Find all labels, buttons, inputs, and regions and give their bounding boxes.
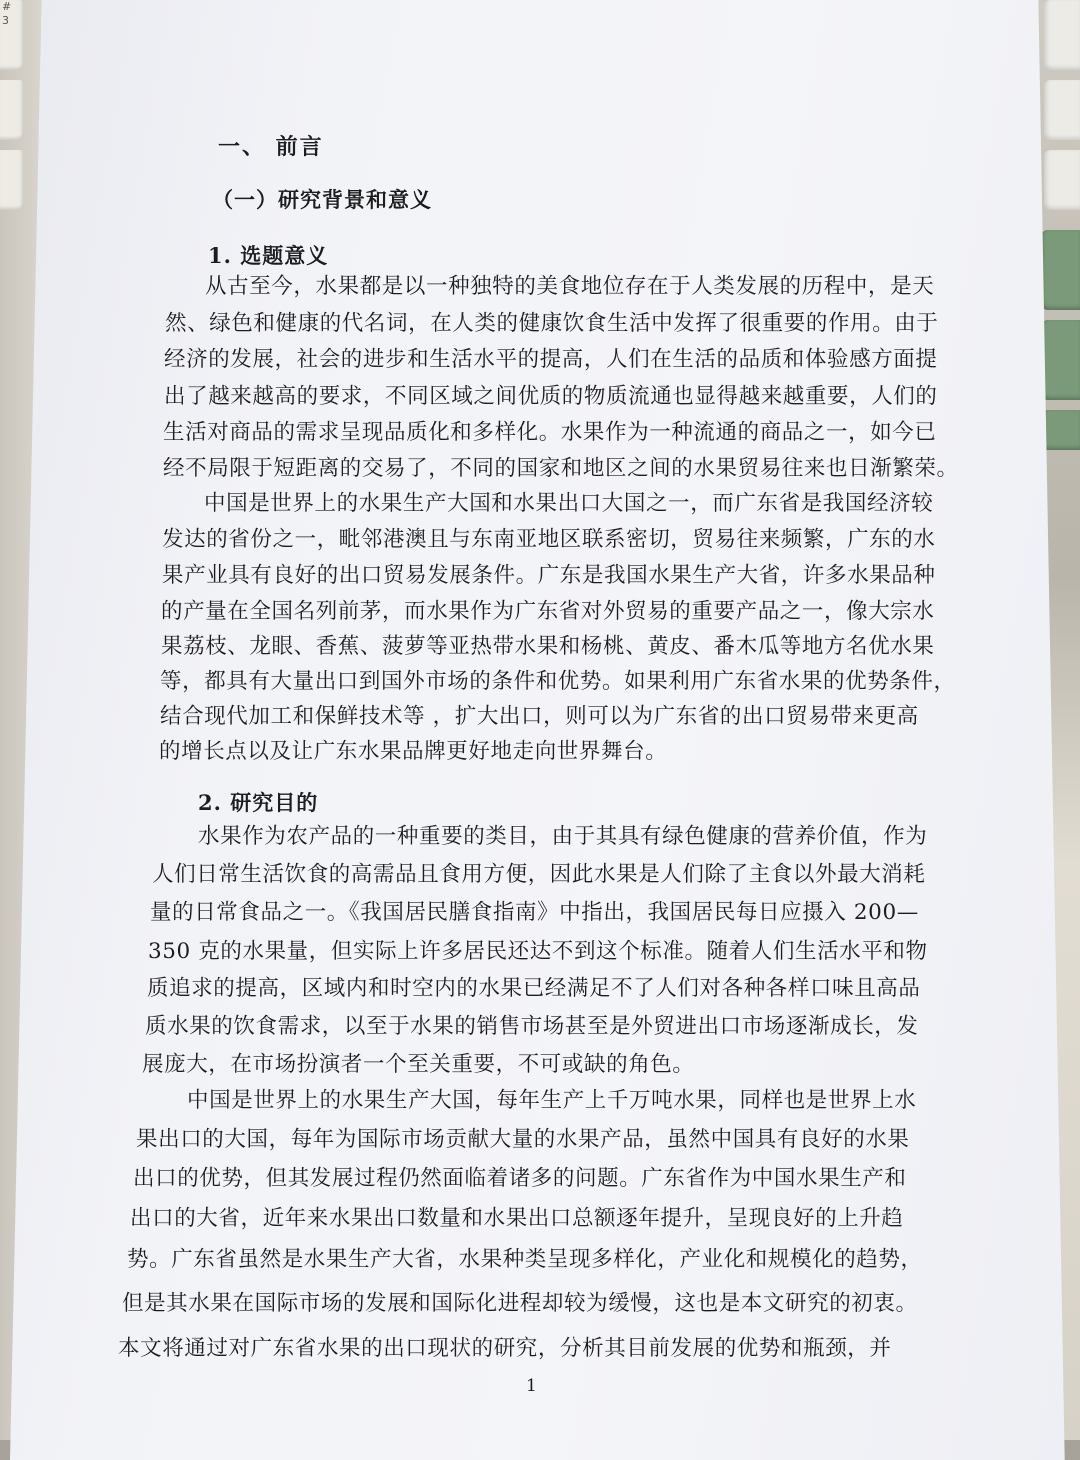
paragraph-line: 中国是世界上的水果生产大国，每年生产上千万吨水果，同样也是世界上水 — [187, 1088, 917, 1113]
paragraph-line: 从古至今，水果都是以一种独特的美食地位存在于人类发展的历程中，是天 — [205, 274, 935, 299]
paragraph-line: 势。广东省虽然是水果生产大省，水果种类呈现多样化，产业化和规模化的趋势， — [127, 1247, 923, 1272]
paragraph-line: 生活对商品的需求呈现品质化和多样化。水果作为一种流通的商品之一，如今已 — [163, 420, 937, 445]
heading-2: （一）研究背景和意义 — [212, 187, 432, 212]
paragraph-line: 质水果的饮食需求，以至于水果的销售市场甚至是外贸进出口市场逐渐成长，发 — [145, 1014, 919, 1039]
paragraph-line: 出口的大省，近年来水果出口数量和水果出口总额逐年提升，呈现良好的上升趋 — [130, 1206, 904, 1231]
paragraph-line: 的产量在全国名列前茅，而水果作为广东省对外贸易的重要产品之一，像大宗水 — [161, 599, 935, 624]
paragraph-line: 果出口的大国，每年为国际市场贡献大量的水果产品，虽然中国具有良好的水果 — [136, 1127, 910, 1152]
paragraph-line: 的增长点以及让广东水果品牌更好地走向世界舞台。 — [159, 739, 668, 764]
paragraph-line: 本文将通过对广东省水果的出口现状的研究，分析其目前发展的优势和瓶颈，并 — [118, 1336, 892, 1361]
page-number: 1 — [526, 1376, 537, 1396]
paragraph-line: 发达的省份之一，毗邻港澳且与东南亚地区联系密切，贸易往来频繁，广东的水 — [162, 527, 936, 552]
keyboard-key-label: # — [2, 0, 12, 13]
paragraph-line: 经不局限于短距离的交易了，不同的国家和地区之间的水果贸易往来也日渐繁荣。 — [163, 456, 959, 481]
paragraph-line: 结合现代加工和保鲜技术等 ，扩大出口，则可以为广东省的出口贸易带来更高 — [160, 704, 919, 729]
paragraph-line: 量的日常食品之一。《我国居民膳食指南》中指出，我国居民每日应摄入 200— — [150, 900, 919, 925]
paragraph-line: 果荔枝、龙眼、香蕉、菠萝等亚热带水果和杨桃、黄皮、番木瓜等地方名优水果 — [161, 634, 935, 659]
paragraph-line: 然、绿色和健康的代名词，在人类的健康饮食生活中发挥了很重要的作用。由于 — [165, 311, 939, 336]
paragraph-line: 等，都具有大量出口到国外市场的条件和优势。如果利用广东省水果的优势条件， — [160, 669, 956, 694]
paragraph-line: 但是其水果在国际市场的发展和国际化进程却较为缓慢，这也是本文研究的初衷。 — [122, 1291, 918, 1316]
paragraph-line: 经济的发展，社会的进步和生活水平的提高，人们在生活的品质和体验感方面提 — [164, 347, 938, 372]
paragraph-line: 出口的优势，但其发展过程仍然面临着诸多的问题。广东省作为中国水果生产和 — [133, 1166, 907, 1191]
paragraph-line: 展庞大，在市场扮演者一个至关重要，不可或缺的角色。 — [142, 1052, 695, 1077]
heading-1: 一、 前言 — [218, 134, 324, 160]
section-2-title: 2. 研究目的 — [198, 790, 319, 815]
paragraph-line: 水果作为农产品的一种重要的类目，由于其具有绿色健康的营养价值，作为 — [198, 824, 928, 849]
paragraph-line: 人们日常生活饮食的高需品且食用方便，因此水果是人们除了主食以外最大消耗 — [152, 862, 926, 887]
paragraph-line: 质追求的提高，区域内和时空内的水果已经满足不了人们对各种各样口味且高品 — [147, 976, 921, 1001]
section-1-title: 1. 选题意义 — [208, 243, 329, 268]
paragraph-line: 出了越来越高的要求，不同区域之间优质的物质流通也显得越来越重要，人们的 — [164, 384, 938, 409]
paragraph-line: 中国是世界上的水果生产大国和水果出口大国之一，而广东省是我国经济较 — [204, 491, 934, 516]
paragraph-line: 350 克的水果量，但实际上许多居民还达不到这个标准。随着人们生活水平和物 — [148, 939, 928, 964]
keyboard-key-label: 3 — [2, 14, 9, 27]
paragraph-line: 果产业具有良好的出口贸易发展条件。广东是我国水果生产大省，许多水果品种 — [162, 563, 936, 588]
